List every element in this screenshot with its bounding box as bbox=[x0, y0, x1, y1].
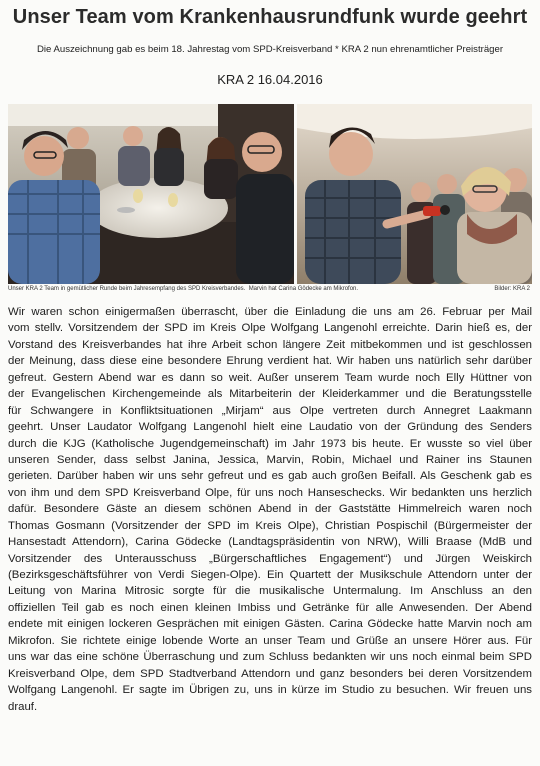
body-line: Wir waren schon einigermaßen überrascht, über die Einladung die uns am 26. Februar per Mail bbox=[8, 306, 532, 318]
photo-caption bbox=[8, 286, 358, 292]
body-line: Vorstand des Kreisverbandes hat ihre Arbeit schon längere Zeit mitbekommen und ist geschlossen bbox=[8, 338, 532, 351]
photo-credit: Bilder: KRA 2 bbox=[494, 286, 530, 292]
body-line: dafür. Besondere Gäste an diesem schönen Abend in der Gaststätte Himmelreich waren noch bbox=[8, 503, 532, 516]
body-line: uns war das eine schöne Überraschung und zum Schluss bedankten wir uns noch einmal beim SPD bbox=[8, 651, 532, 664]
body-line: Leitung von Marina Mitrosic sorgte für die musikalische Untermalung. Im Anschluss an den bbox=[8, 585, 532, 598]
body-line: Vorsitzender des Unterausschuss „Bürgerschaftliches Engagement“) und Jürgen Weiskirch bbox=[8, 552, 532, 565]
article-subtitle: Die Auszeichnung gab es beim 18. Jahrestag vom SPD-Kreisverband * KRA 2 nun ehrenamtlicher Preisträger bbox=[36, 44, 504, 55]
body-line: Mikrofon. Sie richtete einige lobende Worte an unser Team und Grüße an unsere Hörer aus. Für bbox=[8, 634, 532, 647]
body-line: unseren Sender, dass selbst Janina, Jessica, Marvin, Robin, Michael und Rainer ins Staunen bbox=[8, 453, 532, 466]
article-title: Unser Team vom Krankenhausrundfunk wurde geehrt bbox=[12, 6, 528, 28]
body-line: offiziellen Teil gab es noch einen kleinen Imbiss und Getränke für alle Anwesenden. Der Abend bbox=[8, 601, 532, 614]
body-line: der Evangelischen Kirchengemeinde als Mitarbeiterin der Kleiderkammer und die Beratungsstelle bbox=[8, 388, 532, 401]
body-line: Thomas Gosmann (Vorsitzender der SPD im Kreis Olpe), Christian Pospischil (Bürgermeister der bbox=[8, 519, 532, 532]
body-line: Hansestadt Attendorn), Carina Gödecke (Landtagspräsidentin von NRW), Willi Braase (MdB und bbox=[8, 536, 532, 549]
left-photo-caption: Unser KRA 2 Team in gemütlicher Runde beim Jahresempfang des SPD Kreisverbandes. bbox=[8, 286, 246, 292]
body-line: vom stellv. Vorsitzendem der SPD im Kreis Olpe Wolfgang Langenohl erreichte. Darin hieß es, der bbox=[8, 322, 532, 335]
article-body bbox=[8, 304, 532, 715]
body-line: der Meinung, dass diese eine besondere Ehrung verdient hat. Wir haben uns natürlich sehr darüber bbox=[8, 355, 532, 368]
right-photo-caption: Marvin hat Carina Gödecke am Mikrofon. bbox=[248, 286, 359, 292]
body-line: endete mit einigen lockeren Gesprächen mit einigen Gästen. Carina Gödecke hatte Marvin noch am bbox=[8, 618, 532, 631]
body-line: Wolfgang Langenohl. Er sagte im Übrigen zu, uns in kürze im Studio zu besuchen. Wir freuen uns bbox=[8, 684, 532, 697]
body-line: Kreisverband Olpe, dem SPD Stadtverband Attendorn und ganz besonders bei deren Vorsitzendem bbox=[8, 667, 532, 680]
article-dateline: KRA 2 16.04.2016 bbox=[217, 72, 323, 87]
microphone-interview-photo bbox=[297, 104, 532, 284]
body-line: für Schwangere in Konfliktsituationen „Mirjam“ aus Olpe vertreten durch Annegret Laakmann bbox=[8, 404, 532, 417]
team-table-photo bbox=[8, 104, 294, 284]
body-line: gerieten. Darüber haben wir uns sehr gefreut und es gab auch großen Beifall. Als Geschenk gab es bbox=[8, 470, 532, 483]
body-line: durch die KJG (Katholische Jugendgemeinschaft) im Jahr 1973 bis heute. Er wusste so viel über bbox=[8, 437, 532, 450]
body-line: von ihm und dem SPD Kreisverband Olpe, für uns noch Hanseschecks. Wir bedankten uns herzlich bbox=[8, 486, 532, 499]
body-line: drauf. bbox=[8, 700, 38, 713]
body-line: (Bezirksgeschäftsführer von Verdi Siegen-Olpe). Ein Quartett der Musikschule Attendorn unter der bbox=[8, 569, 532, 581]
body-line: geehrt. Unser Laudator Wolfgang Langenohl hielt eine Laudatio von der Gründung des Senders bbox=[8, 421, 532, 434]
body-line: gefreut. Gestern Abend war es dann so weit. Außer unserem Team wurde noch Elly Hüttner von bbox=[8, 371, 532, 384]
